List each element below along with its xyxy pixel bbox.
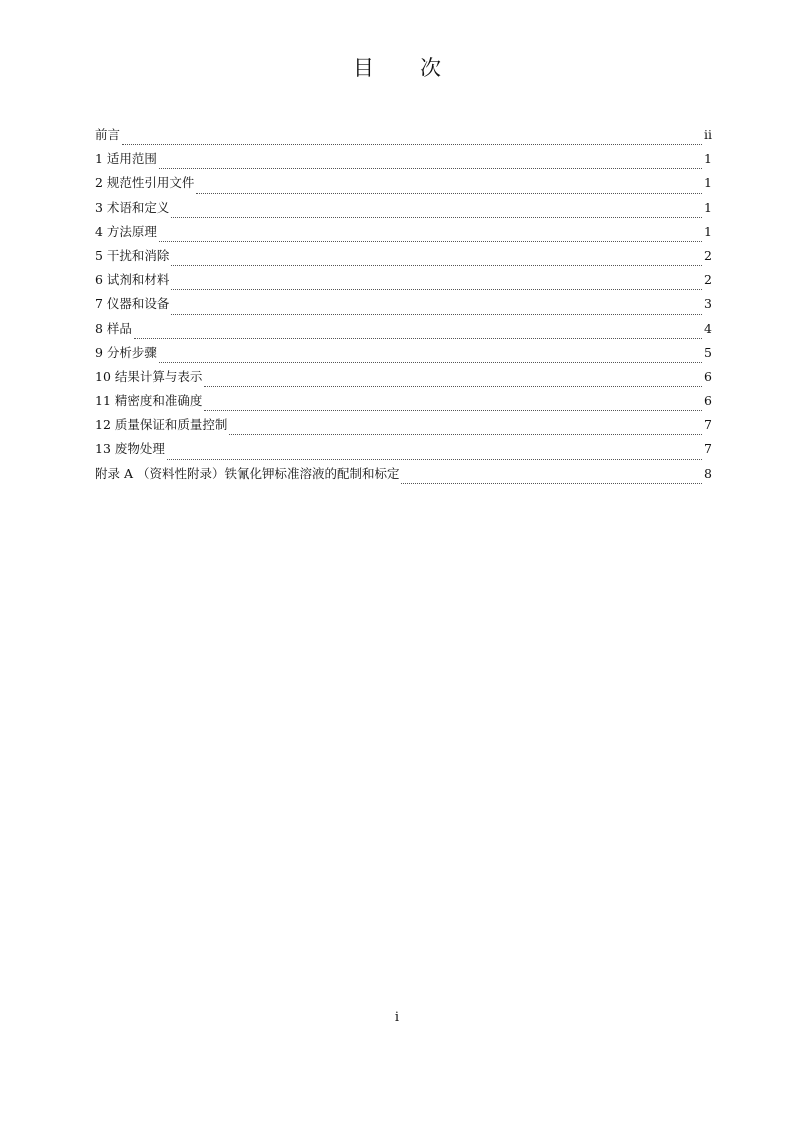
leader-dots [167,459,702,460]
toc-entry-page: 2 [704,247,712,263]
toc-entry-label: 7 仪器和设备 [95,296,170,312]
table-of-contents [95,126,712,489]
toc-entry-10[interactable] [95,368,712,392]
toc-entry-label: 2 规范性引用文件 [95,175,195,191]
toc-entry-label: 8 样品 [95,320,132,336]
toc-entry-preface[interactable] [95,126,712,150]
toc-entry-label: 1 适用范围 [95,151,157,167]
toc-entry-label: 前言 [95,127,121,142]
leader-dots [171,289,702,290]
leader-dots [401,483,702,484]
leader-dots [171,265,702,266]
leader-dots [204,410,702,411]
leader-dots [159,241,702,242]
toc-entry-page: 1 [704,151,712,167]
toc-entry-page: 2 [704,272,712,288]
leader-dots [196,193,702,194]
toc-entry-label: 10 结果计算与表示 [95,368,203,384]
toc-entry-appendix-a[interactable] [95,465,712,489]
toc-entry-page: 1 [704,223,712,239]
toc-entry-label: 11 精密度和准确度 [95,393,203,409]
title-char-1: 目 [353,56,374,80]
leader-dots [134,338,702,339]
leader-dots [171,314,702,315]
page-title [0,52,794,82]
leader-dots [159,168,702,169]
toc-entry-6[interactable] [95,271,712,295]
toc-entry-4[interactable] [95,223,712,247]
toc-entry-12[interactable] [95,416,712,440]
toc-entry-label: 4 方法原理 [95,223,157,239]
toc-entry-11[interactable] [95,392,712,416]
title-char-2: 次 [420,56,441,80]
toc-entry-label: 9 分析步骤 [95,344,157,360]
toc-entry-page: 7 [704,441,712,457]
toc-entry-page: ii [704,127,712,142]
toc-entry-8[interactable] [95,320,712,344]
toc-entry-5[interactable] [95,247,712,271]
toc-entry-page: 6 [704,368,712,384]
leader-dots [159,362,702,363]
toc-entry-page: 5 [704,344,712,360]
toc-entry-page: 1 [704,175,712,191]
toc-entry-page: 3 [704,296,712,312]
page-number: i [394,1010,400,1025]
toc-entry-label: 12 质量保证和质量控制 [95,417,228,433]
toc-entry-label: 5 干扰和消除 [95,247,170,263]
toc-entry-9[interactable] [95,344,712,368]
toc-entry-page: 8 [704,465,712,481]
leader-dots [122,144,702,145]
toc-entry-page: 4 [704,320,712,336]
toc-entry-3[interactable] [95,199,712,223]
leader-dots [229,434,702,435]
toc-entry-page: 1 [704,199,712,215]
toc-entry-page: 7 [704,417,712,433]
toc-entry-label: 13 废物处理 [95,441,165,457]
toc-entry-13[interactable] [95,440,712,464]
toc-entry-label: 6 试剂和材料 [95,272,170,288]
toc-entry-2[interactable] [95,174,712,198]
toc-entry-1[interactable] [95,150,712,174]
toc-entry-page: 6 [704,393,712,409]
leader-dots [204,386,702,387]
toc-entry-label: 附录 A （资料性附录）铁氰化钾标准溶液的配制和标定 [95,465,400,481]
toc-entry-label: 3 术语和定义 [95,199,170,215]
toc-entry-7[interactable] [95,295,712,319]
leader-dots [171,217,702,218]
